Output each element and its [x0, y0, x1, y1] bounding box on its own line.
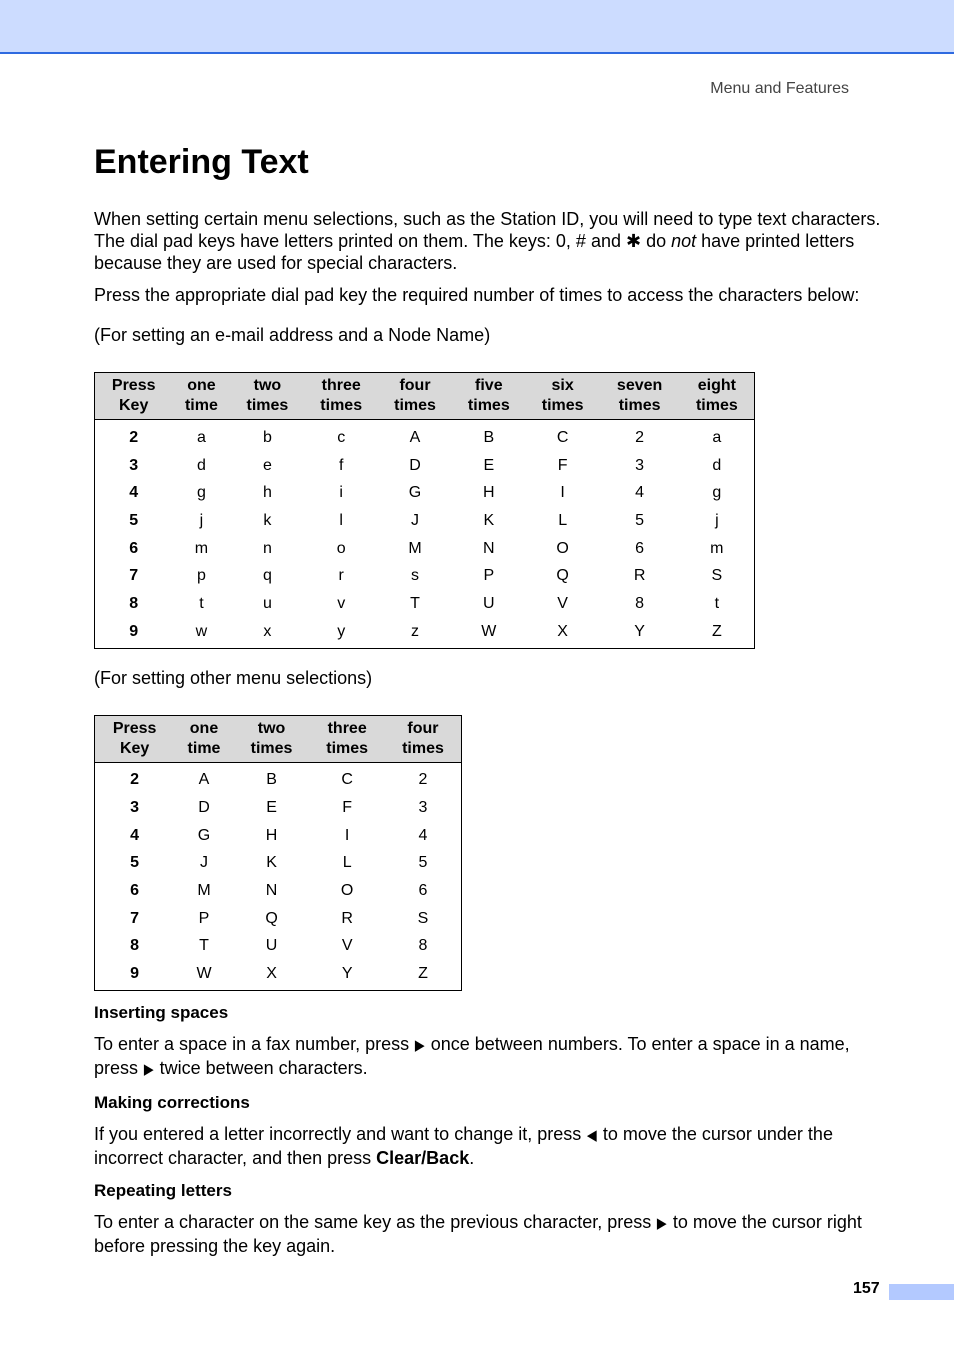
character-cell: i — [339, 484, 343, 502]
character-cell: C — [341, 771, 353, 789]
character-cell: S — [711, 567, 723, 585]
table-row — [95, 762, 462, 794]
press-key-cell: 2 — [129, 428, 139, 446]
table-row — [95, 794, 462, 822]
character-cell: m — [194, 539, 209, 557]
character-cell: S — [417, 909, 429, 927]
character-cell: K — [483, 511, 495, 529]
press-key-cell: 7 — [130, 909, 140, 927]
character-cell: C — [556, 428, 569, 446]
character-cell: F — [557, 456, 568, 474]
press-key-cell: 8 — [129, 594, 139, 612]
character-cell: X — [557, 622, 568, 640]
character-cell: m — [710, 539, 724, 557]
character-cell: D — [198, 799, 210, 817]
running-header: Menu and Features — [710, 80, 849, 97]
intro-text-c: have printed letters because they are used for special characters. — [94, 231, 855, 273]
table-row — [95, 618, 755, 648]
intro-paragraph — [94, 208, 894, 274]
character-cell: l — [339, 511, 343, 529]
table-header-row — [95, 373, 755, 420]
table-row — [95, 479, 755, 507]
character-cell: H — [483, 484, 495, 502]
press-key-cell: 9 — [130, 965, 140, 983]
clear-back-key-label: Clear/Back — [376, 1148, 470, 1168]
character-cell: h — [262, 484, 272, 502]
character-cell: M — [197, 882, 211, 900]
character-cell: g — [712, 484, 722, 502]
press-key-cell: 7 — [129, 567, 139, 585]
character-cell: F — [342, 799, 353, 817]
menu-character-table — [94, 715, 462, 992]
character-cell: e — [262, 456, 272, 474]
character-cell: t — [199, 594, 204, 612]
column-header: three times — [304, 373, 378, 420]
character-cell: a — [196, 428, 206, 446]
character-cell: X — [266, 965, 277, 983]
column-header: eight times — [680, 373, 755, 420]
character-cell: g — [196, 484, 206, 502]
column-header: five times — [452, 373, 526, 420]
character-cell: G — [197, 826, 211, 844]
character-cell: Y — [341, 965, 353, 983]
section-heading-corrections: Making corrections — [94, 1093, 250, 1112]
character-cell: Q — [556, 567, 569, 585]
column-header: one time — [172, 373, 230, 420]
character-cell: V — [341, 937, 353, 955]
corrections-paragraph — [94, 1123, 894, 1169]
column-header: one time — [174, 715, 234, 762]
character-cell: 2 — [635, 428, 645, 446]
press-key-cell: 4 — [130, 826, 140, 844]
character-cell: R — [341, 909, 353, 927]
character-cell: 4 — [418, 826, 428, 844]
instruction-paragraph: Press the appropriate dial pad key the required number of times to access the characters below: — [94, 285, 860, 305]
repeating-text-b: to move the cursor right before pressing the key again. — [94, 1212, 862, 1256]
character-cell: c — [337, 428, 346, 446]
character-cell: d — [712, 456, 722, 474]
press-key-cell: 5 — [130, 854, 140, 872]
table-row — [95, 960, 462, 990]
character-cell: D — [409, 456, 421, 474]
press-key-cell: 8 — [130, 937, 140, 955]
character-cell: T — [410, 594, 420, 612]
table-row — [95, 535, 755, 563]
page-number: 157 — [853, 1280, 880, 1297]
character-cell: P — [483, 567, 495, 585]
character-cell: d — [196, 456, 206, 474]
character-cell: a — [712, 428, 722, 446]
email-character-table — [94, 372, 755, 649]
corrections-text-c: . — [469, 1148, 475, 1168]
character-cell: f — [338, 456, 344, 474]
character-cell: 8 — [635, 594, 645, 612]
spaces-text-a: To enter a space in a fax number, press — [94, 1034, 415, 1054]
column-header: seven times — [600, 373, 680, 420]
character-cell: x — [263, 622, 272, 640]
character-cell: 8 — [418, 937, 428, 955]
column-header: four times — [378, 373, 452, 420]
page-content — [94, 140, 894, 1267]
character-cell: V — [557, 594, 568, 612]
character-cell: U — [483, 594, 495, 612]
character-cell: o — [336, 539, 346, 557]
character-cell: L — [342, 854, 352, 872]
table-row — [95, 933, 462, 961]
character-cell: b — [262, 428, 272, 446]
spaces-text-b: once between numbers. To enter a space in a name, press — [94, 1034, 850, 1078]
table-row — [95, 850, 462, 878]
character-cell: J — [200, 854, 208, 872]
character-cell: O — [340, 882, 354, 900]
character-cell: M — [408, 539, 422, 557]
character-cell: T — [199, 937, 209, 955]
press-key-cell: 2 — [130, 771, 140, 789]
press-key-cell: 3 — [129, 456, 139, 474]
character-cell: J — [411, 511, 420, 529]
intro-text-b: do — [641, 231, 672, 251]
character-cell: W — [196, 965, 212, 983]
character-cell: 3 — [418, 799, 428, 817]
character-cell: 5 — [418, 854, 428, 872]
character-cell: Y — [634, 622, 645, 640]
column-header: four times — [385, 715, 462, 762]
character-cell: B — [483, 428, 495, 446]
character-cell: j — [199, 511, 204, 529]
table-row — [95, 507, 755, 535]
column-header: three times — [309, 715, 385, 762]
intro-emphasis-not: not — [671, 231, 697, 251]
intro-text-a: When setting certain menu selections, such as the Station ID, you will need to type text characters. The dial pad keys have letters printed on them. The keys: 0, # and — [94, 209, 881, 251]
character-cell: R — [633, 567, 646, 585]
column-header: two times — [230, 373, 304, 420]
table-row — [95, 590, 755, 618]
table-header-row — [95, 715, 462, 762]
character-cell: u — [262, 594, 272, 612]
corrections-text-a: If you entered a letter incorrectly and want to change it, press — [94, 1124, 587, 1144]
character-cell: P — [198, 909, 210, 927]
right-arrow-icon: ▶ — [415, 1037, 425, 1054]
press-key-cell: 3 — [130, 799, 140, 817]
section-heading-repeating: Repeating letters — [94, 1181, 232, 1200]
character-cell: v — [337, 594, 346, 612]
press-key-cell: 4 — [129, 484, 139, 502]
character-cell: N — [265, 882, 278, 900]
left-arrow-icon: ◀ — [587, 1127, 597, 1144]
press-key-cell: 6 — [129, 539, 139, 557]
table1-caption: (For setting an e-mail address and a Node Name) — [94, 325, 491, 345]
character-cell: Z — [711, 622, 722, 640]
table-row — [95, 877, 462, 905]
character-cell: t — [714, 594, 720, 612]
character-cell: r — [338, 567, 344, 585]
character-cell: Q — [265, 909, 278, 927]
table2-caption: (For setting other menu selections) — [94, 667, 373, 688]
section-heading-spaces: Inserting spaces — [94, 1003, 229, 1022]
character-cell: 4 — [635, 484, 645, 502]
character-cell: N — [483, 539, 495, 557]
character-cell: n — [262, 539, 272, 557]
press-key-cell: 6 — [130, 882, 140, 900]
character-cell: 3 — [635, 456, 645, 474]
table-row — [95, 420, 755, 452]
press-key-cell: 9 — [129, 622, 139, 640]
character-cell: 6 — [418, 882, 428, 900]
character-cell: A — [409, 428, 421, 446]
character-cell: G — [408, 484, 422, 502]
character-cell: w — [195, 622, 208, 640]
character-cell: q — [262, 567, 272, 585]
character-cell: p — [196, 567, 206, 585]
character-cell: E — [483, 456, 495, 474]
making-corrections-section — [94, 1093, 894, 1169]
character-cell: 2 — [418, 771, 428, 789]
character-cell: O — [556, 539, 569, 557]
character-cell: L — [558, 511, 568, 529]
column-header: Press Key — [95, 715, 175, 762]
character-cell: 6 — [635, 539, 645, 557]
character-cell: I — [560, 484, 565, 502]
character-cell: y — [337, 622, 346, 640]
table-row — [95, 562, 755, 590]
character-cell: Z — [418, 965, 428, 983]
press-key-cell: 5 — [129, 511, 139, 529]
page-tab-marker — [889, 1284, 954, 1300]
right-arrow-icon: ▶ — [657, 1215, 667, 1232]
column-header: six times — [526, 373, 600, 420]
character-cell: z — [411, 622, 420, 640]
page-title: Entering Text — [94, 143, 309, 181]
column-header: two times — [234, 715, 310, 762]
inserting-spaces-section — [94, 1003, 894, 1081]
character-cell: E — [266, 799, 277, 817]
repeating-letters-section — [94, 1181, 894, 1257]
repeating-text-a: To enter a character on the same key as the previous character, press — [94, 1212, 657, 1232]
spaces-paragraph — [94, 1033, 894, 1081]
right-arrow-icon: ▶ — [143, 1061, 154, 1078]
top-header-band — [0, 0, 954, 54]
character-cell: j — [715, 511, 719, 529]
table-row — [95, 822, 462, 850]
character-cell: K — [266, 854, 277, 872]
character-cell: W — [481, 622, 497, 640]
table-row — [95, 905, 462, 933]
spaces-text-c: twice between characters. — [154, 1058, 368, 1078]
character-cell: B — [266, 771, 277, 789]
character-cell: s — [411, 567, 420, 585]
star-key-icon: ✱ — [625, 231, 642, 251]
character-cell: U — [265, 937, 278, 955]
table-row — [95, 452, 755, 480]
repeating-paragraph — [94, 1211, 894, 1257]
character-cell: k — [263, 511, 272, 529]
column-header: Press Key — [95, 373, 173, 420]
character-cell: 5 — [635, 511, 645, 529]
character-cell: I — [344, 826, 350, 844]
character-cell: H — [265, 826, 278, 844]
character-cell: A — [198, 771, 210, 789]
corrections-text-b: to move the cursor under the incorrect character, and then press — [94, 1124, 833, 1168]
